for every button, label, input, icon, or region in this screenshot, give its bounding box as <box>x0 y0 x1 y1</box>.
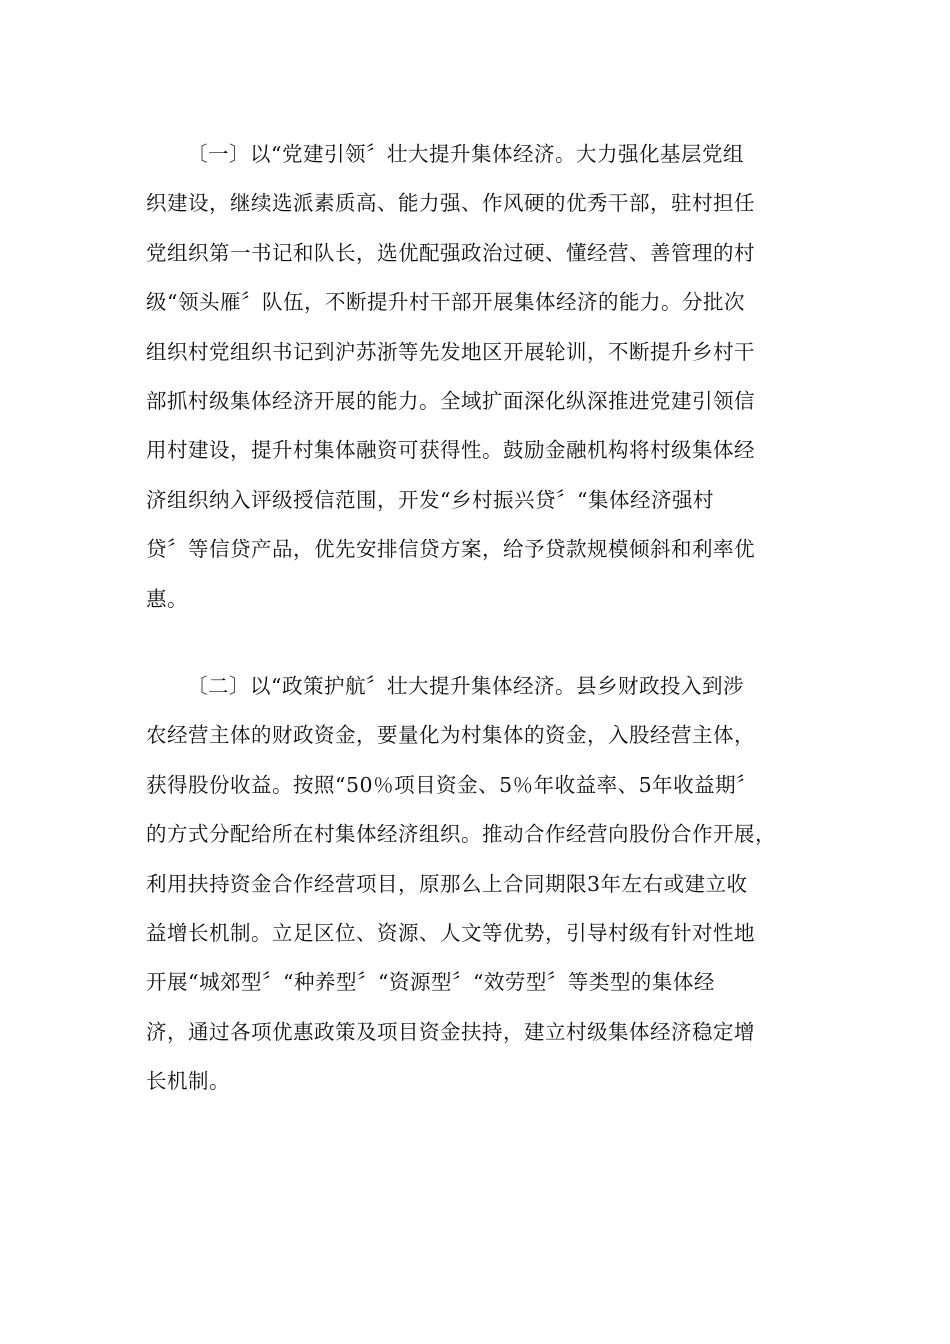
text-line: 组织村党组织书记到沪苏浙等先发地区开展轮训，不断提升乡村干 <box>146 339 755 364</box>
text-line: 济，通过各项优惠政策及项目资金扶持，建立村级集体经济稳定增 <box>146 1019 755 1044</box>
text-line: 〔二〕以“政策护航〞壮大提升集体经济。县乡财政投入到涉 <box>187 674 744 698</box>
text-line: 部抓村级集体经济开展的能力。全域扩面深化纵深推进党建引领信 <box>146 389 755 414</box>
text-line: 惠。 <box>146 586 188 611</box>
paragraph-party-building <box>146 130 802 624</box>
text-line: 〔一〕以“党建引领〞壮大提升集体经济。大力强化基层党组 <box>187 142 744 166</box>
text-line: 益增长机制。立足区位、资源、人文等优势，引导村级有针对性地 <box>146 921 755 946</box>
text-line: 长机制。 <box>146 1069 230 1094</box>
text-line: 织建设，继续选派素质高、能力强、作风硬的优秀干部，驻村担任 <box>146 191 755 216</box>
text-line: 济组织纳入评级授信范围，开发“乡村振兴贷〞“集体经济强村 <box>146 487 714 512</box>
text-line: 的方式分配给所在村集体经济组织。推动合作经营向股份合作开展， <box>146 822 776 847</box>
text-line: 级“领头雁〞队伍，不断提升村干部开展集体经济的能力。分批次 <box>146 290 745 315</box>
text-line: 用村建设，提升村集体融资可获得性。鼓励金融机构将村级集体经 <box>146 438 755 463</box>
text-line: 农经营主体的财政资金，要量化为村集体的资金，入股经营主体， <box>146 723 755 748</box>
text-line: 贷〞等信贷产品，优先安排信贷方案，给予贷款规模倾斜和利率优 <box>146 537 755 562</box>
text-line: 获得股份收益。按照“50％项目资金、5％年收益率、5年收益期〞 <box>146 772 758 797</box>
text-line: 利用扶持资金合作经营项目，原那么上合同期限3年左右或建立收 <box>146 871 748 896</box>
paragraph-policy-support <box>146 662 802 1107</box>
text-line: 开展“城郊型〞“种养型〞“资源型〞“效劳型〞等类型的集体经 <box>146 970 715 995</box>
text-line: 党组织第一书记和队长，选优配强政治过硬、懂经营、善管理的村 <box>146 240 755 265</box>
